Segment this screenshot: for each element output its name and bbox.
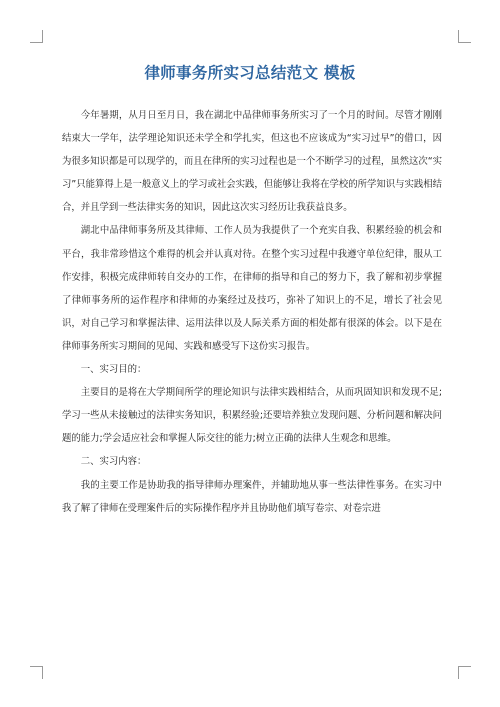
paragraph-intro: 今年暑期，从月日至月日，我在湖北中品律师事务所实习了一个月的时间。尽管才刚刚结束大一学年，法学理论知识还未学全和学扎实，但这也不应该成为“实习过早”的借口，因为很多知识都是可以现学的，而且在律所的实习过程也是一个不断学习的过程，虽然这次“实习”只能算得上是一般意义上的学习或社会实践，但能够让我将在学校的所学知识与实践相结合，并且学到一些法律实务的知识，因此这次实习经历让我获益良多。	[62, 110, 442, 214]
paragraph-purpose: 主要目的是将在大学期间所学的理论知识与法律实践相结合，从而巩固知识和发现不足;学习一些从未接触过的法律实务知识，积累经验;还要培养独立发现问题、分析问题和解决问题的能力;学会适应社会和掌握人际交往的能力;树立正确的法律人生观念和思维。	[62, 387, 442, 445]
paragraph-content: 我的主要工作是协助我的指导律师办理案件，并辅助地从事一些法律性事务。在实习中我了解了律师在受理案件后的实际操作程序并且协助他们填写卷宗、对卷宗进	[62, 479, 442, 514]
crop-mark-top-left	[30, 30, 43, 43]
crop-mark-bottom-right	[458, 666, 471, 679]
crop-mark-bottom-left	[30, 666, 43, 679]
paragraph-firm: 湖北中品律师事务所及其律师、工作人员为我提供了一个充实自我、积累经验的机会和平台，我非常珍惜这个难得的机会并认真对待。在整个实习过程中我遵守单位纪律，服从工作安排，积极完成律师转自交办的工作，在律师的指导和自己的努力下，我了解和初步掌握了律师事务所的运作程序和律师的办案经过及技巧，弥补了知识上的不足，增长了社会见识，对自己学习和掌握法律、运用法律以及人际关系方面的相处都有很深的体会。以下是在律师事务所实习期间的见闻、实践和感受写下这份实习报告。	[62, 225, 442, 352]
crop-mark-top-right	[458, 30, 471, 43]
document-body	[62, 104, 442, 520]
section-heading-content: 二、实习内容：	[80, 456, 147, 468]
section-heading-purpose: 一、实习目的：	[80, 364, 147, 376]
document-title: 律师事务所实习总结范文 模板	[144, 64, 356, 82]
